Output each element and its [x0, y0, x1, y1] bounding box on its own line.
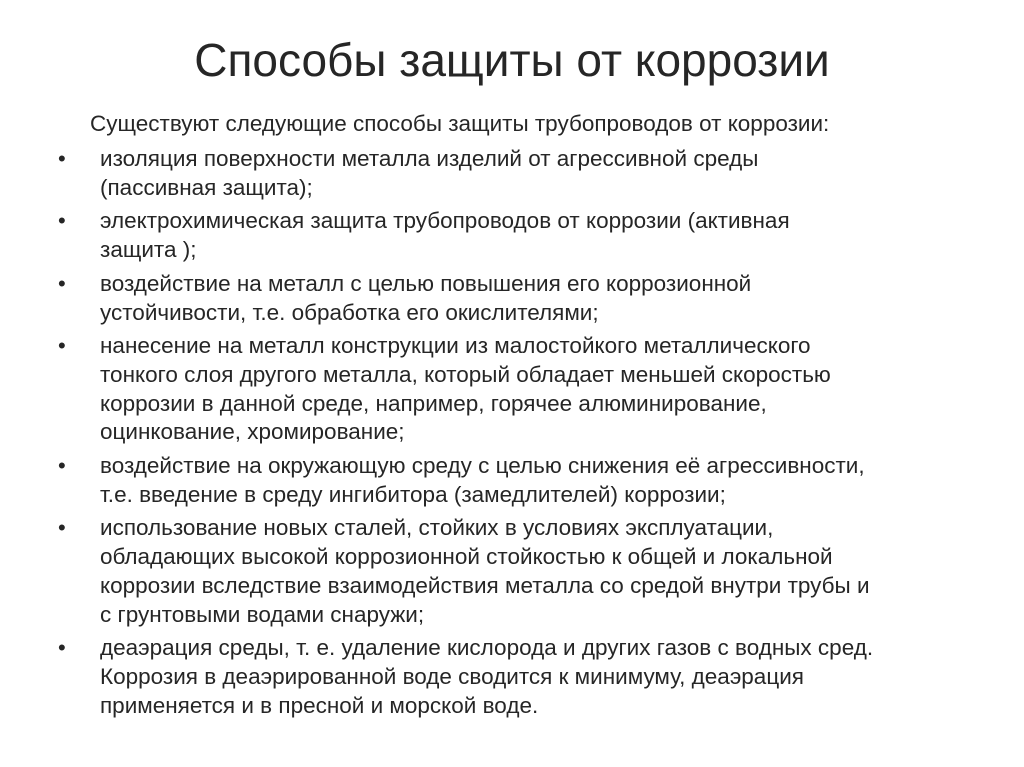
- bullet-dot: •: [58, 635, 66, 661]
- slide-title: Способы защиты от коррозии: [194, 34, 830, 86]
- list-item-line: применяется и в пресной и морской воде.: [100, 692, 539, 718]
- list-item-line: устойчивости, т.е. обработка его окислителями;: [100, 299, 599, 325]
- list-item-line: воздействие на металл с целью повышения его коррозионной: [100, 270, 752, 296]
- bullet-dot: •: [58, 453, 66, 479]
- list-item-line: воздействие на окружающую среду с целью снижения её агрессивности,: [100, 453, 865, 479]
- list-item-text: [100, 207, 1018, 264]
- list-item-text: [100, 332, 1018, 447]
- list-item: [58, 452, 1018, 509]
- list-item-text: [100, 452, 1018, 509]
- bullet-dot: •: [58, 270, 66, 296]
- list-item-line: оцинкование, хромирование;: [100, 419, 405, 445]
- bullet-list: [58, 145, 1018, 725]
- list-item-line: электрохимическая защита трубопроводов от коррозии (активная: [100, 208, 790, 234]
- list-item: [58, 332, 1018, 447]
- list-item: [58, 514, 1018, 629]
- list-item-line: Коррозия в деаэрированной воде сводится к минимуму, деаэрация: [100, 663, 804, 689]
- list-item-line: использование новых сталей, стойких в условиях эксплуатации,: [100, 515, 774, 541]
- bullet-dot: •: [58, 146, 66, 171]
- list-item-text: [100, 634, 1018, 720]
- list-item-line: с грунтовыми водами снаружи;: [100, 601, 425, 627]
- list-item: [58, 145, 1018, 202]
- list-item-line: защита );: [100, 237, 197, 263]
- list-item-line: т.е. введение в среду ингибитора (замедлителей) коррозии;: [100, 481, 726, 507]
- list-item-line: нанесение на металл конструкции из малостойкого металлического: [100, 333, 811, 359]
- list-item-line: изоляция поверхности металла изделий от агрессивной среды: [100, 146, 759, 171]
- bullet-dot: •: [58, 333, 66, 359]
- list-item-line: (пассивная защита);: [100, 174, 313, 200]
- list-item: [58, 634, 1018, 720]
- bullet-dot: •: [58, 208, 66, 234]
- list-item-line: коррозии вследствие взаимодействия металла со средой внутри трубы и: [100, 572, 870, 598]
- list-item-text: [100, 270, 1018, 327]
- list-item-line: коррозии в данной среде, например, горячее алюминирование,: [100, 390, 767, 416]
- list-item-text: [100, 145, 1018, 202]
- bullet-dot: •: [58, 515, 66, 541]
- list-item-line: деаэрация среды, т. е. удаление кислорода и других газов с водных сред.: [100, 635, 874, 661]
- list-item: [58, 270, 1018, 327]
- list-item-text: [100, 514, 1018, 629]
- intro-text: Существуют следующие способы защиты трубопроводов от коррозии:: [90, 111, 830, 136]
- list-item-line: тонкого слоя другого металла, который обладает меньшей скоростью: [100, 361, 831, 387]
- list-item-line: обладающих высокой коррозионной стойкостью к общей и локальной: [100, 544, 833, 570]
- list-item: [58, 207, 1018, 264]
